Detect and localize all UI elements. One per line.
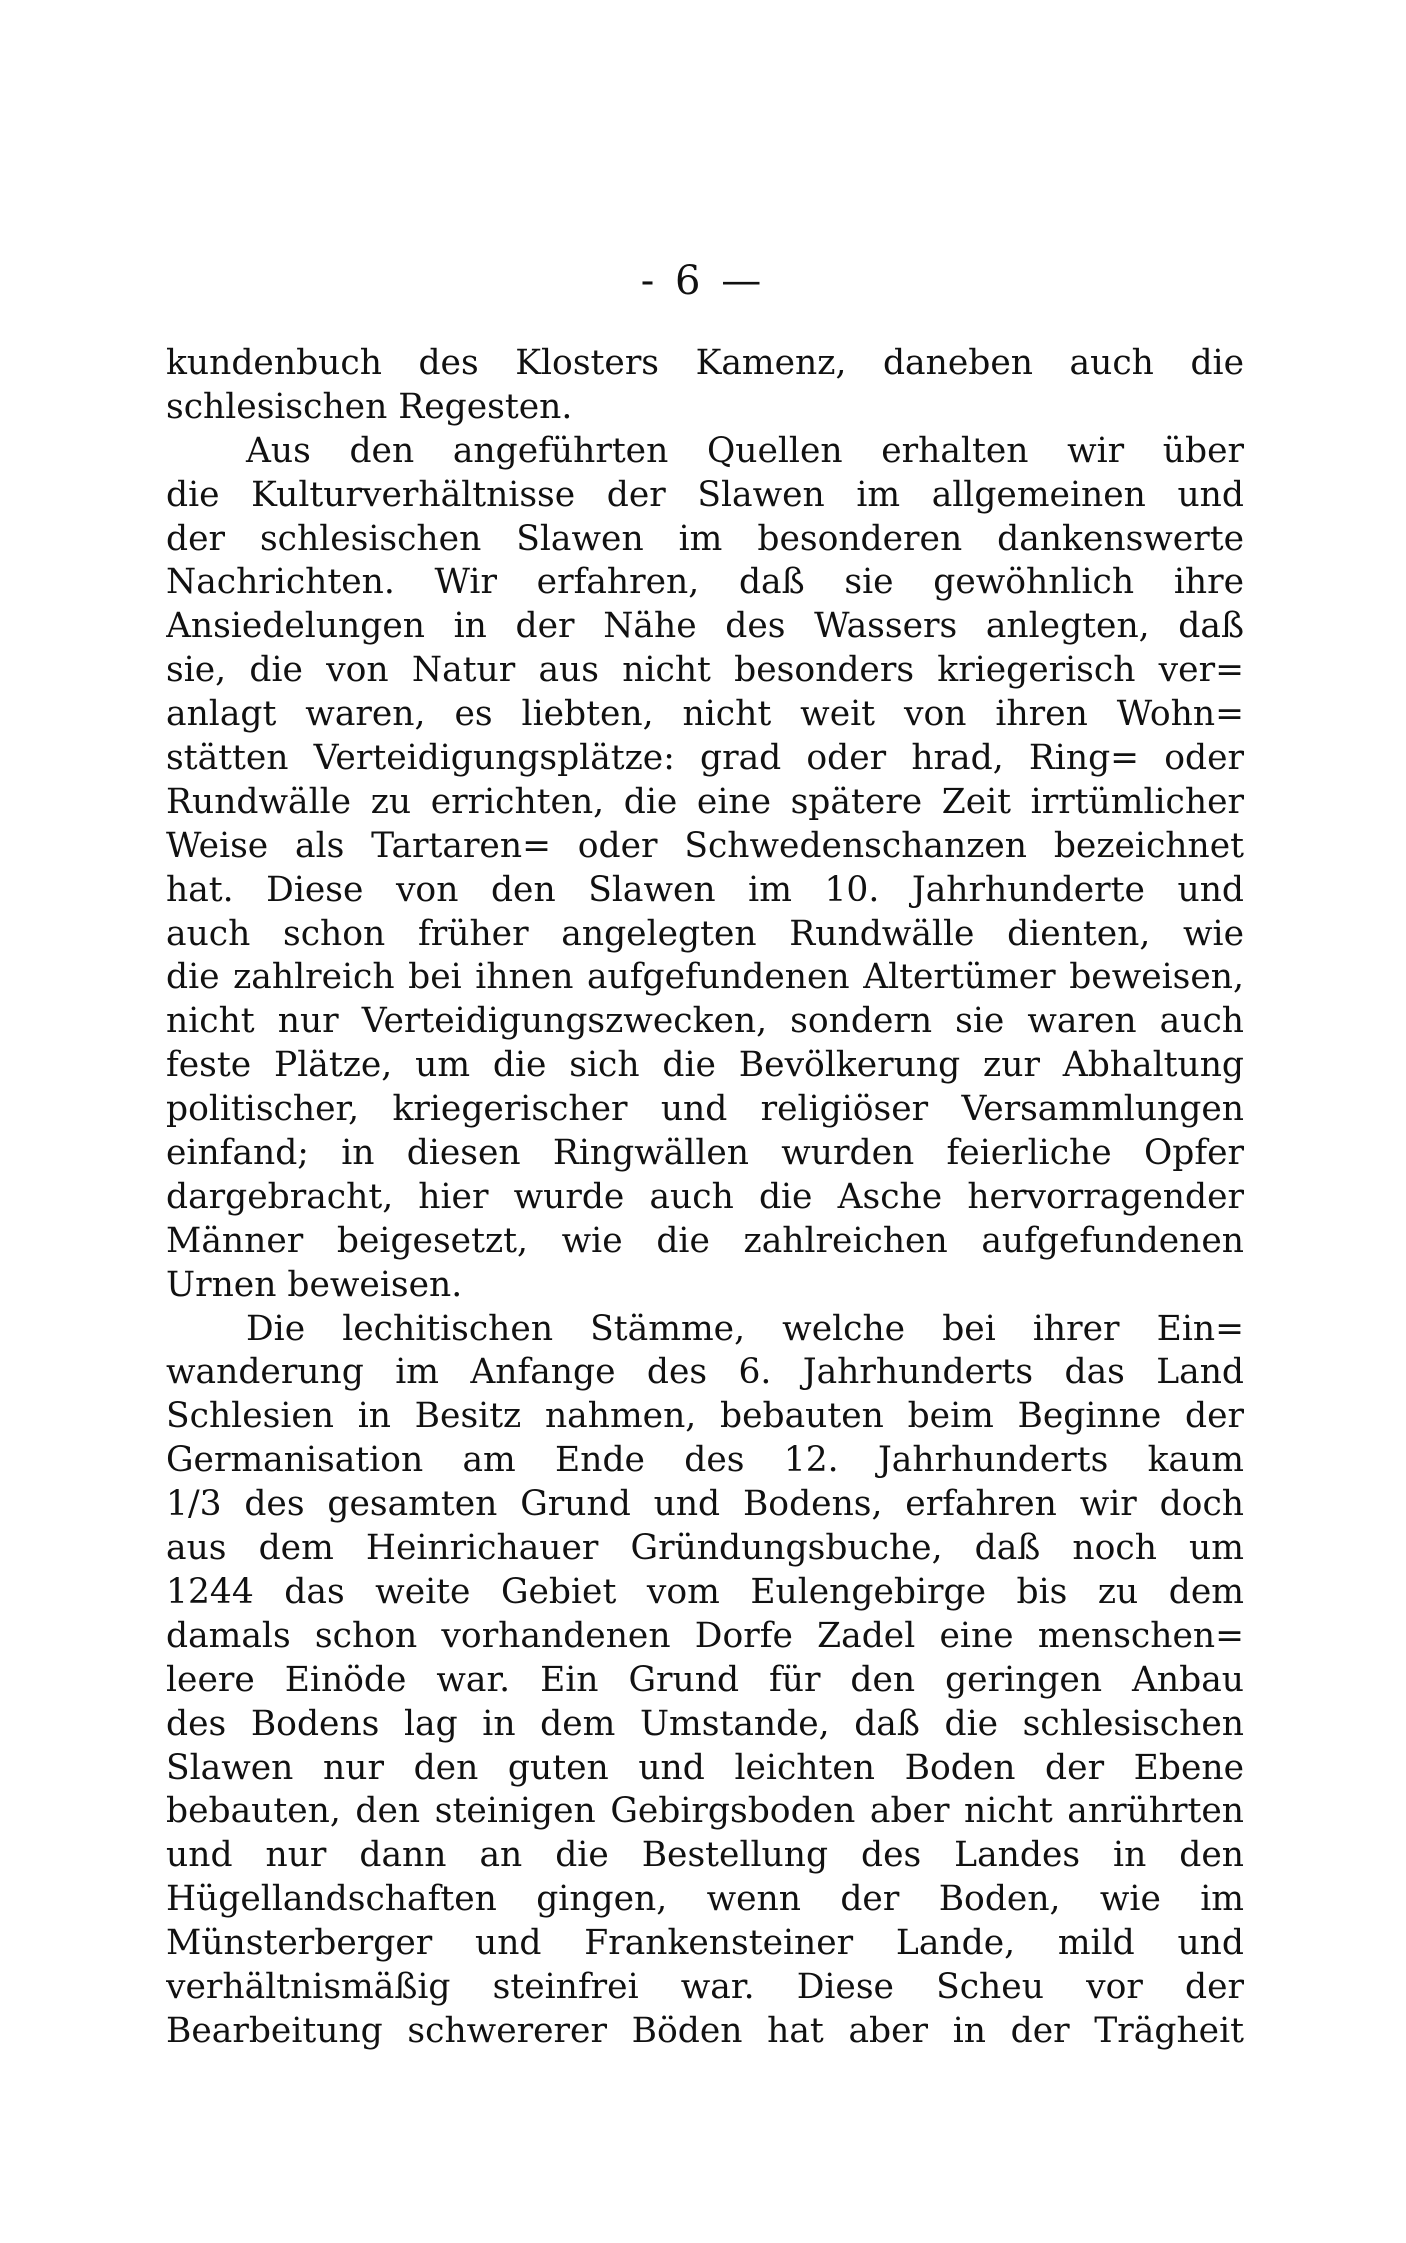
text-line: Münsterberger und Frankensteiner Lande, mild und bbox=[166, 1923, 1244, 1964]
text-line: Bearbeitung schwererer Böden hat aber in der Trägheit bbox=[166, 2010, 1244, 2051]
text-line: und nur dann an die Bestellung des Landes in den bbox=[166, 1835, 1244, 1876]
text-line: sie, die von Natur aus nicht besonders kriegerisch ver= bbox=[166, 650, 1244, 691]
text-line: politischer, kriegerischer und religiöser Versammlungen bbox=[166, 1089, 1244, 1130]
text-line: der schlesischen Slawen im besonderen dankenswerte bbox=[166, 518, 1244, 559]
text-line: verhältnismäßig steinfrei war. Diese Scheu vor der bbox=[166, 1966, 1244, 2007]
text-line: kundenbuch des Klosters Kamenz, daneben auch die bbox=[166, 343, 1244, 383]
paragraph-start-line: Die lechitischen Stämme, welche bei ihrer Ein= bbox=[246, 1308, 1244, 1349]
text-line: anlagt waren, es liebten, nicht weit von ihren Wohn= bbox=[166, 694, 1244, 735]
text-line: Rundwälle zu errichten, die eine spätere Zeit irrtümlicher bbox=[166, 781, 1244, 822]
body-text bbox=[166, 342, 1244, 2054]
text-line: aus dem Heinrichauer Gründungsbuche, daß noch um bbox=[166, 1528, 1244, 1569]
text-line: auch schon früher angelegten Rundwälle dienten, wie bbox=[166, 913, 1244, 954]
text-line: dargebracht, hier wurde auch die Asche hervorragender bbox=[166, 1176, 1244, 1217]
text-line: des Bodens lag in dem Umstande, daß die schlesischen bbox=[166, 1703, 1244, 1744]
text-line: Männer beigesetzt, wie die zahlreichen aufgefundenen bbox=[166, 1220, 1244, 1261]
text-line: hat. Diese von den Slawen im 10. Jahrhunderte und bbox=[166, 869, 1244, 910]
text-line: einfand; in diesen Ringwällen wurden feierliche Opfer bbox=[166, 1133, 1244, 1174]
text-line: feste Plätze, um die sich die Bevölkerung zur Abhaltung bbox=[166, 1045, 1244, 1086]
text-line: die zahlreich bei ihnen aufgefundenen Altertümer beweisen, bbox=[166, 957, 1244, 998]
text-line: schlesischen Regesten. bbox=[166, 386, 573, 427]
text-line: 1244 das weite Gebiet vom Eulengebirge bis zu dem bbox=[166, 1571, 1244, 1612]
text-line: Urnen beweisen. bbox=[166, 1264, 463, 1305]
text-line: die Kulturverhältnisse der Slawen im allgemeinen und bbox=[166, 474, 1244, 515]
text-line: Schlesien in Besitz nahmen, bebauten beim Beginne der bbox=[166, 1396, 1244, 1437]
text-line: Germanisation am Ende des 12. Jahrhunderts kaum bbox=[166, 1440, 1244, 1481]
page-number: - 6 — bbox=[640, 258, 766, 304]
text-line: damals schon vorhandenen Dorfe Zadel eine menschen= bbox=[166, 1615, 1244, 1656]
text-line: Slawen nur den guten und leichten Boden der Ebene bbox=[166, 1747, 1244, 1788]
text-line: nicht nur Verteidigungszwecken, sondern sie waren auch bbox=[166, 1001, 1244, 1042]
text-line: Nachrichten. Wir erfahren, daß sie gewöhnlich ihre bbox=[166, 562, 1244, 603]
paragraph-start-line: Aus den angeführten Quellen erhalten wir über bbox=[246, 430, 1244, 471]
text-line: Ansiedelungen in der Nähe des Wassers anlegten, daß bbox=[166, 606, 1244, 647]
text-line: leere Einöde war. Ein Grund für den geringen Anbau bbox=[166, 1659, 1244, 1700]
text-line: stätten Verteidigungsplätze: grad oder hrad, Ring= oder bbox=[166, 738, 1244, 779]
text-line: Hügellandschaften gingen, wenn der Boden, wie im bbox=[166, 1879, 1244, 1920]
text-line: Weise als Tartaren= oder Schwedenschanzen bezeichnet bbox=[166, 825, 1244, 866]
text-line: 1/3 des gesamten Grund und Bodens, erfahren wir doch bbox=[166, 1484, 1244, 1525]
text-line: bebauten, den steinigen Gebirgsboden aber nicht anrührten bbox=[166, 1791, 1244, 1832]
text-line: wanderung im Anfange des 6. Jahrhunderts das Land bbox=[166, 1352, 1244, 1393]
